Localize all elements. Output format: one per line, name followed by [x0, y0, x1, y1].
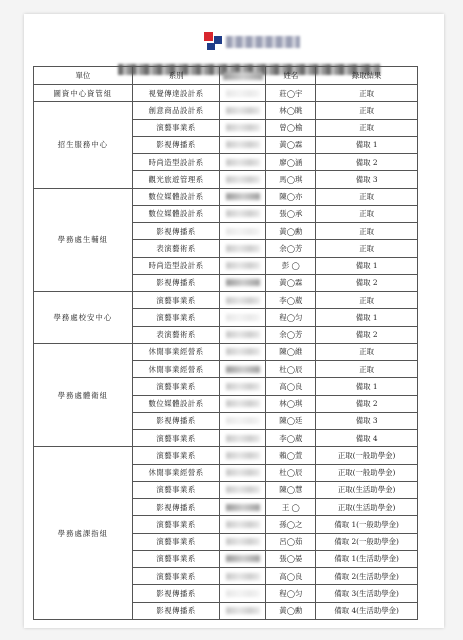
name-cell: 余◯芳: [266, 240, 316, 257]
name-cell: 李◯葳: [266, 430, 316, 447]
redacted-student-id: [226, 590, 260, 597]
department-cell: 影視傳播系: [132, 136, 220, 153]
unit-cell: 學務處校安中心: [34, 292, 133, 344]
student-id-cell: [220, 85, 266, 102]
redacted-student-id: [226, 159, 260, 166]
student-id-cell: [220, 292, 266, 309]
department-cell: 演藝事業系: [132, 309, 220, 326]
name-cell: 林◯眺: [266, 102, 316, 119]
redacted-student-id: [226, 107, 260, 114]
redacted-student-id: [226, 228, 260, 235]
student-id-cell: [220, 447, 266, 464]
result-cell: 備取 3(生活助學金): [316, 585, 418, 602]
name-cell: 賴◯萱: [266, 447, 316, 464]
name-cell: 黃◯霖: [266, 136, 316, 153]
redacted-student-id: [226, 210, 260, 217]
student-id-cell: [220, 361, 266, 378]
name-cell: 陳◯亦: [266, 188, 316, 205]
unit-cell: 招生服務中心: [34, 102, 133, 188]
student-id-cell: [220, 378, 266, 395]
result-cell: 正取: [316, 223, 418, 240]
department-cell: 演藝事業系: [132, 292, 220, 309]
redacted-student-id: [226, 193, 260, 200]
department-cell: 演藝事業系: [132, 516, 220, 533]
name-cell: 高◯良: [266, 568, 316, 585]
redacted-student-id: [226, 245, 260, 252]
name-cell: 黃◯霖: [266, 274, 316, 291]
result-cell: 備取 3: [316, 171, 418, 188]
result-cell: 正取: [316, 188, 418, 205]
student-id-cell: [220, 602, 266, 619]
student-id-cell: [220, 481, 266, 498]
department-cell: 演藝事業系: [132, 430, 220, 447]
student-id-cell: [220, 550, 266, 567]
result-cell: 正取(一般助學金): [316, 464, 418, 481]
name-cell: 杜◯辰: [266, 464, 316, 481]
department-cell: 休閒事業經營系: [132, 464, 220, 481]
result-cell: 備取 3: [316, 412, 418, 429]
name-cell: 程◯匀: [266, 585, 316, 602]
department-cell: 影視傳播系: [132, 412, 220, 429]
redacted-student-id: [226, 452, 260, 459]
result-cell: 備取 4(生活助學金): [316, 602, 418, 619]
header-name: 姓名: [266, 67, 316, 85]
result-cell: 備取 1: [316, 136, 418, 153]
student-id-cell: [220, 326, 266, 343]
redacted-student-id: [226, 400, 260, 407]
redacted-student-id: [226, 417, 260, 424]
name-cell: 李◯葳: [266, 292, 316, 309]
result-cell: 正取: [316, 205, 418, 222]
result-cell: 正取: [316, 292, 418, 309]
department-cell: 影視傳播系: [132, 585, 220, 602]
student-id-cell: [220, 119, 266, 136]
name-cell: 王 ◯: [266, 499, 316, 516]
result-cell: 正取: [316, 85, 418, 102]
name-cell: 高◯良: [266, 378, 316, 395]
redacted-student-id: [226, 279, 260, 286]
redacted-student-id: [226, 469, 260, 476]
department-cell: 數位媒體設計系: [132, 205, 220, 222]
department-cell: 演藝事業系: [132, 550, 220, 567]
unit-cell: 學務處體衛組: [34, 343, 133, 447]
department-cell: 演藝事業系: [132, 447, 220, 464]
redacted-student-id: [226, 555, 260, 562]
department-cell: 影視傳播系: [132, 602, 220, 619]
result-cell: 正取: [316, 361, 418, 378]
result-cell: 正取(生活助學金): [316, 499, 418, 516]
redacted-student-id: [226, 538, 260, 545]
unit-cell: 學務處生輔組: [34, 188, 133, 292]
department-cell: 演藝事業系: [132, 119, 220, 136]
redacted-student-id: [226, 486, 260, 493]
department-cell: 時尚造型設計系: [132, 257, 220, 274]
student-id-cell: [220, 171, 266, 188]
result-cell: 備取 1: [316, 378, 418, 395]
department-cell: 演藝事業系: [132, 378, 220, 395]
redacted-student-id: [226, 124, 260, 131]
name-cell: 廖◯涵: [266, 154, 316, 171]
department-cell: 數位媒體設計系: [132, 395, 220, 412]
department-cell: 演藝事業系: [132, 568, 220, 585]
student-id-cell: [220, 188, 266, 205]
result-cell: 備取 2: [316, 154, 418, 171]
result-cell: 備取 2: [316, 395, 418, 412]
result-cell: 備取 2: [316, 274, 418, 291]
student-id-cell: [220, 533, 266, 550]
result-cell: 備取 1(一般助學金): [316, 516, 418, 533]
department-cell: 數位媒體設計系: [132, 188, 220, 205]
name-cell: 張◯承: [266, 205, 316, 222]
header-department: 系別: [132, 67, 220, 85]
redacted-student-id: [226, 141, 260, 148]
name-cell: 黃◯勳: [266, 223, 316, 240]
student-id-cell: [220, 430, 266, 447]
name-cell: 林◯琪: [266, 395, 316, 412]
redacted-student-id: [226, 297, 260, 304]
result-cell: 正取: [316, 119, 418, 136]
redacted-student-id: [226, 383, 260, 390]
student-id-cell: [220, 395, 266, 412]
name-cell: 陳◯維: [266, 343, 316, 360]
student-id-cell: [220, 257, 266, 274]
name-cell: 彭 ◯: [266, 257, 316, 274]
department-cell: 休閒事業經營系: [132, 361, 220, 378]
table-row: [34, 85, 418, 102]
student-id-cell: [220, 464, 266, 481]
student-id-cell: [220, 585, 266, 602]
name-cell: 杜◯辰: [266, 361, 316, 378]
table-row: [34, 292, 418, 309]
redacted-student-id: [226, 521, 260, 528]
department-cell: 影視傳播系: [132, 223, 220, 240]
result-cell: 備取 2: [316, 326, 418, 343]
student-id-cell: [220, 205, 266, 222]
redacted-student-id: [226, 607, 260, 614]
department-cell: 演藝事業系: [132, 533, 220, 550]
table-row: [34, 188, 418, 205]
admission-results-table: [33, 66, 418, 620]
header-unit: 單位: [34, 67, 133, 85]
student-id-cell: [220, 102, 266, 119]
department-cell: 觀光旅遊管理系: [132, 171, 220, 188]
redacted-header: [223, 72, 263, 80]
result-cell: 備取 4: [316, 430, 418, 447]
logo-wordmark-blurred: [226, 36, 300, 48]
redacted-student-id: [226, 314, 260, 321]
result-cell: 備取 1(生活助學金): [316, 550, 418, 567]
school-logo: [202, 30, 302, 54]
department-cell: 影視傳播系: [132, 499, 220, 516]
student-id-cell: [220, 240, 266, 257]
table-row: [34, 343, 418, 360]
student-id-cell: [220, 274, 266, 291]
name-cell: 陳◯廷: [266, 412, 316, 429]
redacted-student-id: [226, 348, 260, 355]
department-cell: 影視傳播系: [132, 274, 220, 291]
name-cell: 陳◯慧: [266, 481, 316, 498]
result-cell: 正取: [316, 240, 418, 257]
department-cell: 演藝事業系: [132, 481, 220, 498]
unit-cell: 學務處課指組: [34, 447, 133, 620]
redacted-student-id: [226, 573, 260, 580]
name-cell: 馬◯琪: [266, 171, 316, 188]
header-student-id: [220, 67, 266, 85]
department-cell: 時尚造型設計系: [132, 154, 220, 171]
name-cell: 曾◯榆: [266, 119, 316, 136]
student-id-cell: [220, 499, 266, 516]
redacted-student-id: [226, 435, 260, 442]
student-id-cell: [220, 309, 266, 326]
name-cell: 孫◯之: [266, 516, 316, 533]
student-id-cell: [220, 568, 266, 585]
redacted-student-id: [226, 504, 260, 511]
table-row: [34, 102, 418, 119]
redacted-student-id: [226, 176, 260, 183]
name-cell: 張◯晏: [266, 550, 316, 567]
result-cell: 備取 2(生活助學金): [316, 568, 418, 585]
result-cell: 正取: [316, 102, 418, 119]
name-cell: 莊◯宇: [266, 85, 316, 102]
student-id-cell: [220, 223, 266, 240]
name-cell: 黃◯勳: [266, 602, 316, 619]
result-cell: 備取 1: [316, 309, 418, 326]
department-cell: 創意商品設計系: [132, 102, 220, 119]
student-id-cell: [220, 516, 266, 533]
result-cell: 正取(生活助學金): [316, 481, 418, 498]
result-cell: 備取 1: [316, 257, 418, 274]
table-header-row: [34, 67, 418, 85]
name-cell: 余◯芳: [266, 326, 316, 343]
result-cell: 正取(一般助學金): [316, 447, 418, 464]
redacted-student-id: [226, 262, 260, 269]
student-id-cell: [220, 154, 266, 171]
student-id-cell: [220, 136, 266, 153]
name-cell: 呂◯茹: [266, 533, 316, 550]
student-id-cell: [220, 412, 266, 429]
header-result: 錄取結果: [316, 67, 418, 85]
department-cell: 視覺傳達設計系: [132, 85, 220, 102]
redacted-student-id: [226, 90, 260, 97]
table-row: [34, 447, 418, 464]
redacted-student-id: [226, 331, 260, 338]
department-cell: 表演藝術系: [132, 240, 220, 257]
unit-cell: 圖資中心資管組: [34, 85, 133, 102]
result-cell: 正取: [316, 343, 418, 360]
department-cell: 休閒事業經營系: [132, 343, 220, 360]
student-id-cell: [220, 343, 266, 360]
logo-mark-icon: [202, 30, 224, 52]
redacted-student-id: [226, 366, 260, 373]
department-cell: 表演藝術系: [132, 326, 220, 343]
name-cell: 程◯匀: [266, 309, 316, 326]
result-cell: 備取 2(一般助學金): [316, 533, 418, 550]
